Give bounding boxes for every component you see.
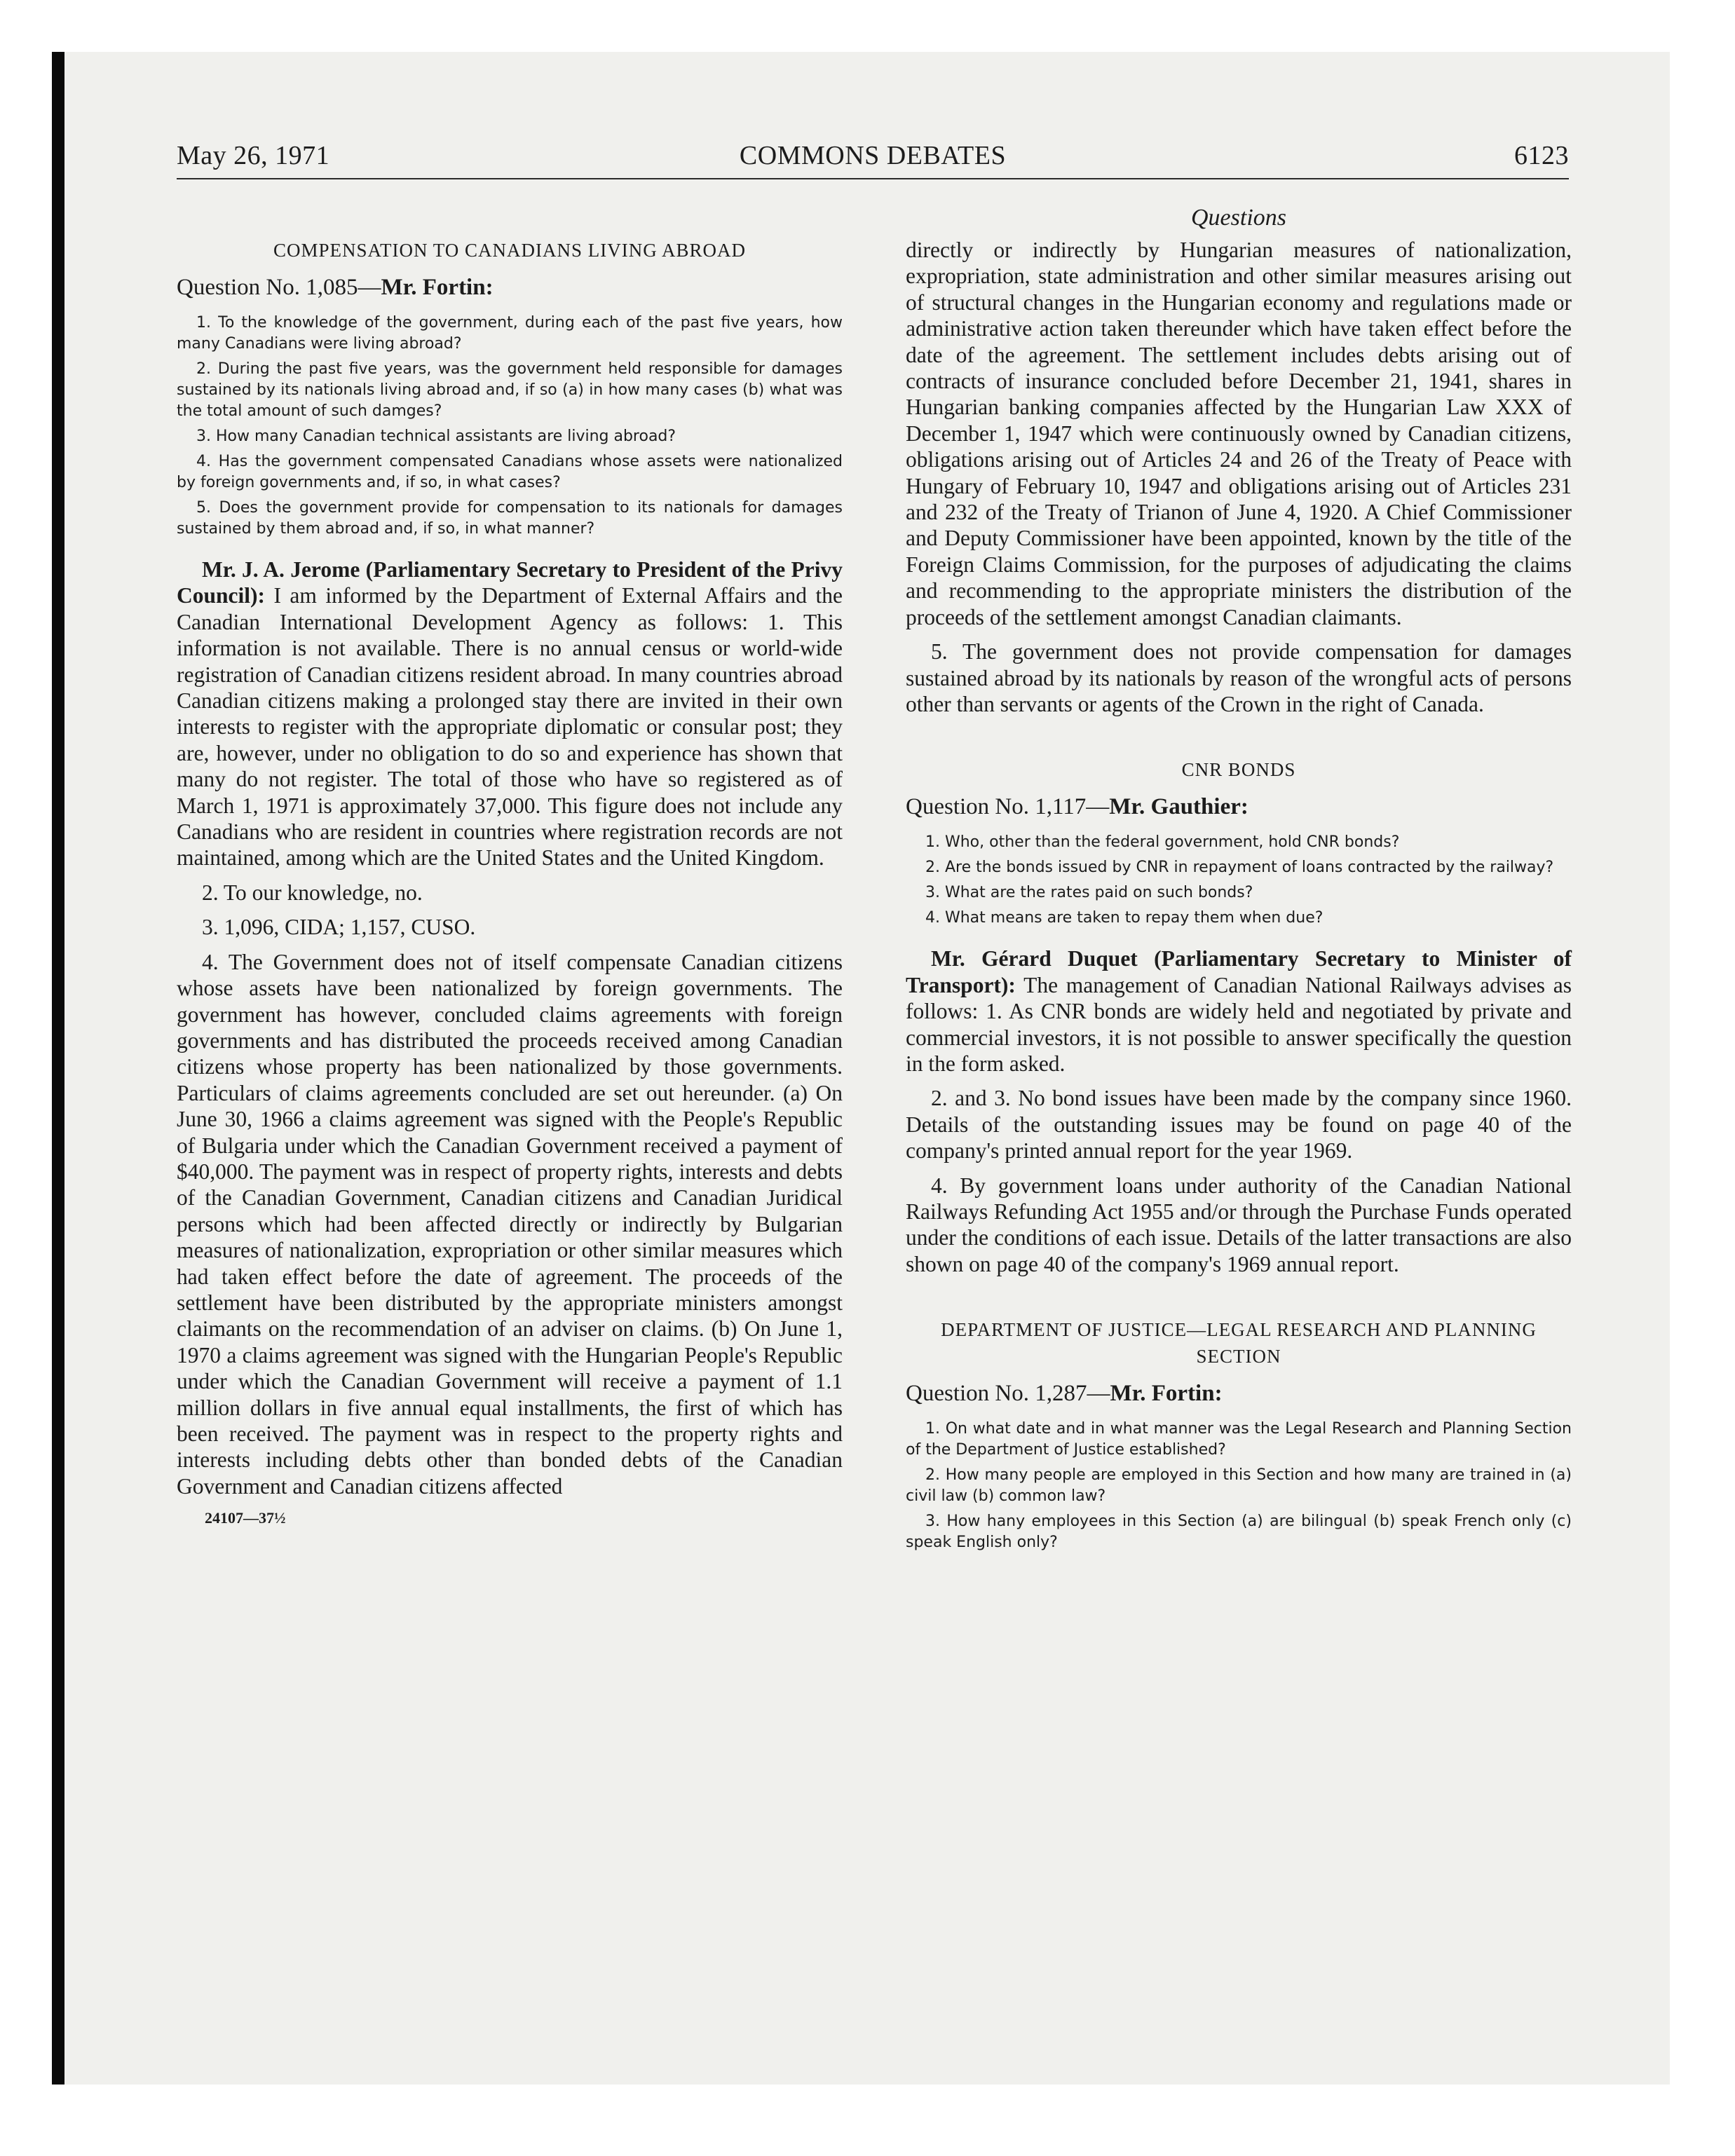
continuation-paragraph: directly or indirectly by Hungarian measures of nationalization, expropriation, state administration and other similar measures arising out of structural changes in the Hungarian economy and regulations made or administrative action taken thereunder which have taken effect before the date of the agreement. The settlement includes debts arising out of contracts of insurance concluded before December 21, 1941, shares in Hungarian banking companies affected by the Hungarian Law XXX of December 1, 1947 which were continuously owned by Canadian citizens, obligations arising out of Articles 24 and 26 of the Treaty of Peace with Hungary of February 10, 1947 and obligations arising out of Articles 231 and 232 of the Treaty of Trianon of June 4, 1920. A Chief Commissioner and Deputy Commissioner have been appointed, known by the title of the Foreign Claims Commission, for the purposes of adjudicating the claims and recommending to the appropriate ministers the distribution of the proceeds of the settlement amongst Canadian claimants. xyxy=(906,238,1572,629)
section-title-compensation: COMPENSATION TO CANADIANS LIVING ABROAD xyxy=(273,240,747,261)
answer-paragraph: 2. and 3. No bond issues have been made by the company since 1960. Details of the outstanding issues may be found on page 40 of the company's printed annual report for the year 1969. xyxy=(906,1086,1572,1164)
answer-paragraph: 2. To our knowledge, no. xyxy=(202,880,423,905)
question-number: Question No. 1,287— xyxy=(906,1381,1110,1407)
question-member: Mr. Fortin: xyxy=(1110,1381,1223,1407)
answer-text: The management of Canadian National Railways advises as follows: 1. As CNR bonds are widely held and negotiated by private and commercial investors, it is not possible to answer specifically the question in the form asked. xyxy=(906,972,1572,1076)
question-item: 1. Who, other than the federal government, hold CNR bonds? xyxy=(925,833,1400,852)
question-item: 5. Does the government provide for compensation to its nationals for damages sustained by them abroad and, if so, in what manner? xyxy=(177,499,843,538)
page-header xyxy=(177,140,1569,179)
question-member: Mr. Fortin: xyxy=(381,275,494,300)
left-column xyxy=(177,203,843,1527)
question-item: 1. On what date and in what manner was the Legal Research and Planning Section of the Department of Justice established? xyxy=(906,1420,1572,1459)
question-heading-1085 xyxy=(177,272,843,303)
header-page-number: 6123 xyxy=(1514,141,1569,170)
scan-edge xyxy=(52,52,64,2085)
header-publication: COMMONS DEBATES xyxy=(739,141,1007,170)
question-item: 3. How hany employees in this Section (a) are bilingual (b) speak French only (c) speak English only? xyxy=(906,1513,1572,1552)
question-number: Question No. 1,085— xyxy=(177,275,381,300)
question-item: 2. During the past five years, was the government held responsible for damages sustained by its nationals living abroad and, if so (a) in how many cases (b) what was the total amount of such damges? xyxy=(177,360,843,420)
question-item: 3. What are the rates paid on such bonds? xyxy=(925,884,1253,902)
print-code: 24107—37½ xyxy=(205,1509,286,1527)
right-column xyxy=(906,203,1572,1557)
section-title-justice: DEPARTMENT OF JUSTICE—LEGAL RESEARCH AND PLANNING SECTION xyxy=(941,1319,1537,1367)
answer-speaker: Mr. J. A. Jerome (Parliamentary Secretary to President of the Privy Council): xyxy=(177,557,843,608)
answer-paragraph: 4. The Government does not of itself compensate Canadian citizens whose assets have been nationalized by foreign governments. The government has however, concluded claims agreements with foreign governments and has distributed the proceeds received among Canadian citizens whose property has been nationalized by those governments. Particulars of claims agreements concluded are set out hereunder. (a) On June 30, 1966 a claims agreement was signed with the People's Republic of Bulgaria under which the Canadian Government received a payment of $40,000. The payment was in respect of property rights, interests and debts of the Canadian Government, Canadian citizens and Canadian Juridical persons which had been affected directly or indirectly by Bulgarian measures of nationalization, expropriation or other similar measures which had taken effect before the date of agreement. The proceeds of the settlement have been distributed by the appropriate ministers amongst claimants on the recommendation of an adviser on claims. (b) On June 1, 1970 a claims agreement was signed with the Hungarian People's Republic under which the Canadian Government will receive a payment of 1.1 million dollars in five annual equal installments, the first of which has been received. The payment was in respect to the property rights and interests including debts other than bonded debts of the Canadian Government and Canadian citizens affected xyxy=(177,949,843,1499)
question-heading-1287 xyxy=(906,1378,1572,1409)
question-item: 4. What means are taken to repay them when due? xyxy=(925,909,1324,927)
header-date: May 26, 1971 xyxy=(177,141,330,170)
question-item: 4. Has the government compensated Canadians whose assets were nationalized by foreign governments and, if so, in what cases? xyxy=(177,453,843,491)
section-title-cnr-bonds: CNR BONDS xyxy=(1181,759,1296,781)
answer-speaker: Mr. Gérard Duquet (Parliamentary Secretary to Minister of Transport): xyxy=(906,946,1572,997)
answer-text: I am informed by the Department of External Affairs and the Canadian International Development Agency as follows: 1. This information is not available. There is no annual census or world-wide registration of Canadian citizens resident abroad. In many countries abroad Canadian citizens making a prolonged stay there are invited in their own interests to register with the appropriate diplomatic or consular post; they are, however, under no obligation to do so and experience has shown that many do not register. The total of those who have so registered as of March 1, 1971 is approximately 37,000. This figure does not include any Canadians who are resident in countries where registration records are not maintained, among which are the United States and the United Kingdom. xyxy=(177,583,843,871)
question-number: Question No. 1,117— xyxy=(906,794,1110,820)
question-member: Mr. Gauthier: xyxy=(1109,794,1248,820)
running-head: Questions xyxy=(1191,205,1286,231)
answer-paragraph: 3. 1,096, CIDA; 1,157, CUSO. xyxy=(202,915,476,940)
question-item: 2. Are the bonds issued by CNR in repayment of loans contracted by the railway? xyxy=(925,859,1554,877)
question-item: 2. How many people are employed in this Section and how many are trained in (a) civil law (b) common law? xyxy=(906,1466,1572,1506)
answer-paragraph xyxy=(906,946,1572,1077)
answer-paragraph: 5. The government does not provide compensation for damages sustained abroad by its nationals by reason of the wrongful acts of persons other than servants or agents of the Crown in the right of Canada. xyxy=(906,639,1572,716)
answer-paragraph: 4. By government loans under authority of the Canadian National Railways Refunding Act 1955 and/or through the Purchase Funds operated under the conditions of each issue. Details of the latter transactions are also shown on page 40 of the company's 1969 annual report. xyxy=(906,1173,1572,1276)
question-heading-1117 xyxy=(906,791,1572,822)
question-item: 3. How many Canadian technical assistants are living abroad? xyxy=(196,428,676,445)
question-item: 1. To the knowledge of the government, during each of the past five years, how many Canadians were living abroad? xyxy=(177,314,843,353)
answer-paragraph xyxy=(177,557,843,871)
